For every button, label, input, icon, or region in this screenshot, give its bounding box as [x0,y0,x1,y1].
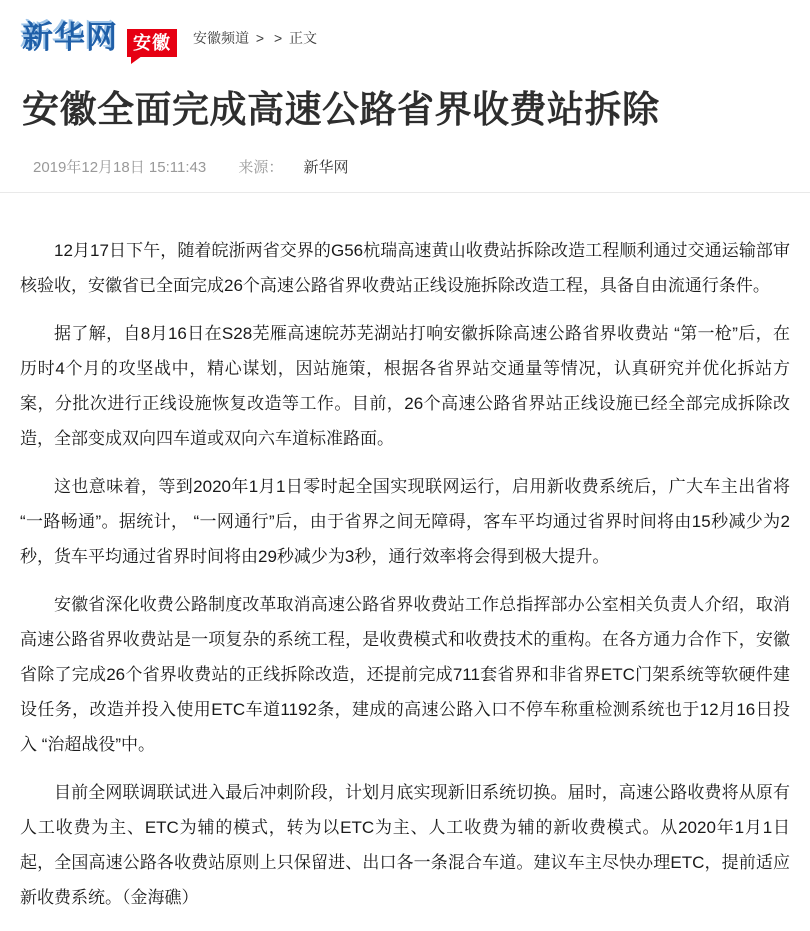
article-title: 安徽全面完成高速公路省界收费站拆除 [22,89,660,130]
site-header [0,0,810,57]
breadcrumb [193,28,317,48]
source-label: 来源： [238,158,284,176]
anhui-region-badge[interactable] [127,29,177,57]
article-paragraph: 目前全网联调联试进入最后冲刺阶段，计划月底实现新旧系统切换。届时，高速公路收费将从原有人工收费为主、ETC为辅的模式，转为以ETC为主、人工收费为辅的新收费模式。从2020年1月1日起，全国高速公路各收费站原则上只保留进、出口各一条混合车道。建议车主尽快办理ETC，提前适应新收费系统。（金海礁） [20,782,790,907]
article-meta [33,158,790,178]
xinhuanet-logo[interactable]: 新华网 [22,20,118,55]
publish-datetime: 2019年12月18日 15:11:43 [33,158,207,176]
badge-tail-shape [131,56,142,64]
article-paragraph: 安徽省深化收费公路制度改革取消高速公路省界收费站工作总指挥部办公室相关负责人介绍，取消高速公路省界收费站是一项复杂的系统工程，是收费模式和收费技术的重构。在各方通力合作下，安徽省除了完成26个省界收费站的正线拆除改造，还提前完成711套省界和非省界ETC门架系统等软硬件建设任务，改造并投入使用ETC车道1192条，建成的高速公路入口不停车称重检测系统也于12月16日投入 “治超战役”中。 [20,594,790,754]
article-paragraph: 这也意味着，等到2020年1月1日零时起全国实现联网运行，启用新收费系统后，广大车主出省将 “一路畅通”。据统计， “一网通行”后，由于省界之间无障碍，客车平均通过省界时间将由15秒减少为2秒，货车平均通过省界时间将由29秒减少为3秒，通行效率将会得到极大提升。 [20,476,790,566]
header-divider [0,192,810,193]
region-badge-label: 安徽 [133,33,171,53]
breadcrumb-current: 正文 [289,30,318,46]
breadcrumb-separator: > [273,30,283,46]
article-body [0,233,810,915]
article-paragraph: 据了解，自8月16日在S28芜雁高速皖苏芜湖站打响安徽拆除高速公路省界收费站 “第一枪”后，在历时4个月的攻坚战中，精心谋划，因站施策，根据各省界站交通量等情况，认真研究并优化拆站方案，分批次进行正线设施恢复改造等工作。目前，26个高速公路省界站正线设施已经全部完成拆除改造，全部变成双向四车道或双向六车道标准路面。 [20,323,790,448]
article-paragraph: 12月17日下午，随着皖浙两省交界的G56杭瑞高速黄山收费站拆除改造工程顺利通过交通运输部审核验收，安徽省已全面完成26个高速公路省界收费站正线设施拆除改造工程，具备自由流通行条件。 [20,240,790,295]
breadcrumb-separator: > [255,30,265,46]
source-name: 新华网 [303,158,349,176]
breadcrumb-channel-link[interactable]: 安徽频道 [193,30,249,46]
